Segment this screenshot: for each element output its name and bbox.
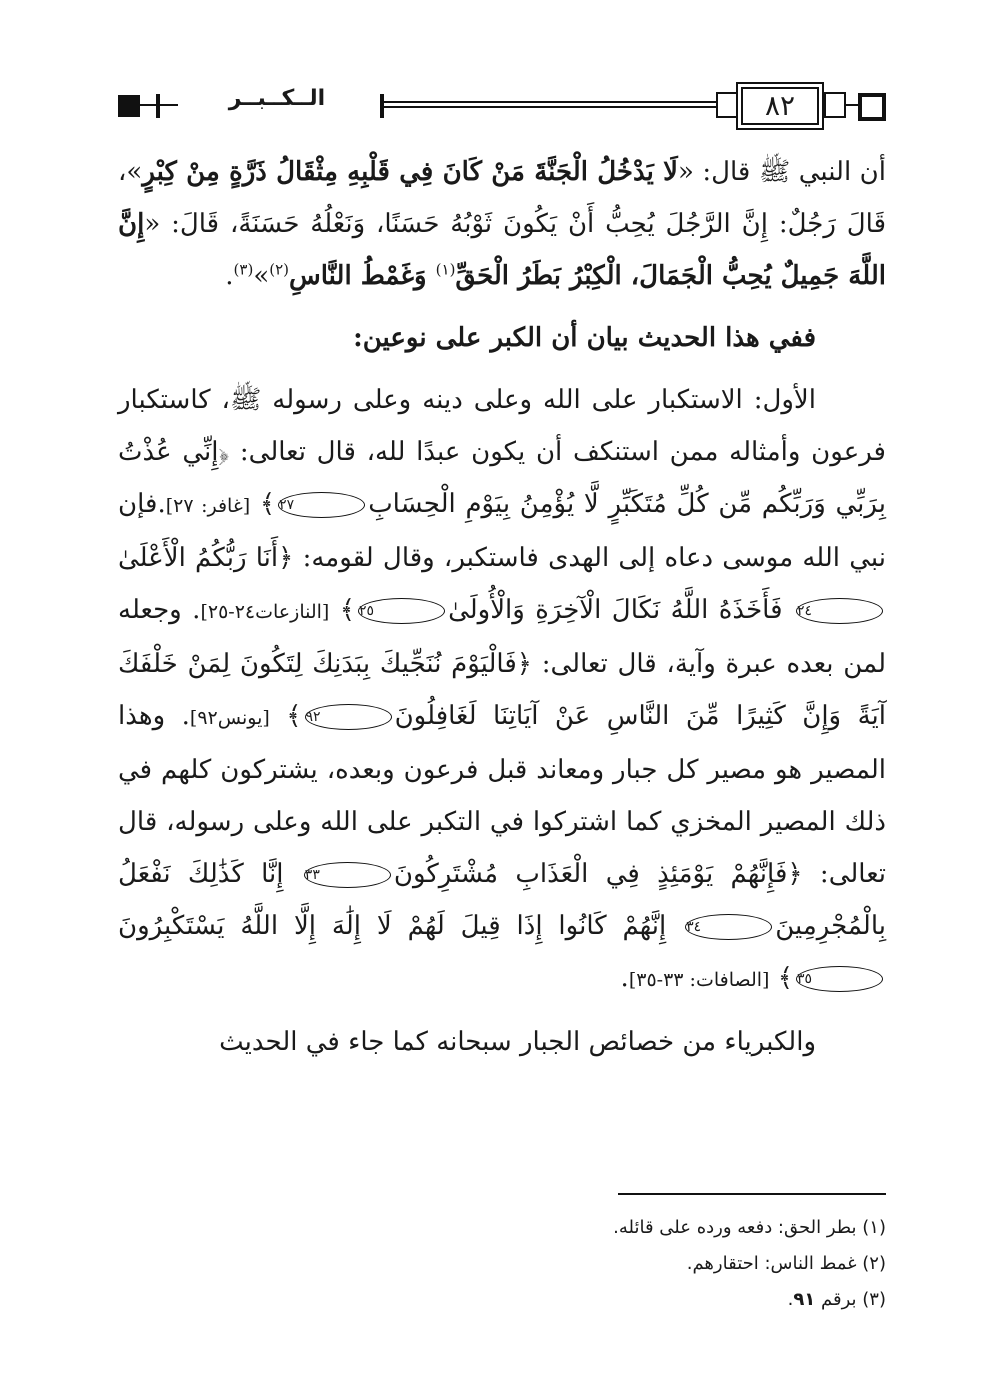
ayah-number-badge: ٣٣ xyxy=(304,862,391,888)
verse-reference: [يونس٩٢] xyxy=(189,707,270,729)
header-knot-ornament xyxy=(716,92,738,118)
ayah-number-badge: ٢٥ xyxy=(358,598,445,624)
ayah-number-badge: ٩٢ xyxy=(305,704,392,730)
quran-verse: فَالْيَوْمَ نُنَجِّيكَ بِبَدَنِكَ لِتَكُونَ لِمَنْ خَلْفَكَ آيَةً وَإِنَّ كَثِيرًا مِّنَ النَّاسِ عَنْ آيَاتِنَا لَغَافِلُونَ xyxy=(118,649,887,731)
text-run: . وجعله لمن بعده عبرة وآية، قال تعالى: ﴿ xyxy=(118,595,886,679)
quran-verse: إِنَّهُمْ كَانُوا إِذَا قِيلَ لَهُمْ لَا إِلَٰهَ إِلَّا اللَّهُ يَسْتَكْبِرُونَ xyxy=(118,911,667,941)
footnotes xyxy=(386,1210,886,1318)
text-run: » xyxy=(253,261,270,291)
quran-verse: إِنَّا كَذَٰلِكَ نَفْعَلُ بِالْمُجْرِمِينَ xyxy=(118,859,887,941)
paragraph-kibriya: والكبرياء من خصائص الجبار سبحانه كما جاء في الحديث xyxy=(219,1027,816,1057)
quran-verse: فَأَخَذَهُ اللَّهُ نَكَالَ الْآخِرَةِ وَالْأُولَىٰ xyxy=(448,595,783,625)
running-title: الــكــبــر xyxy=(228,86,326,111)
footnote-ref: (٣) xyxy=(233,260,254,279)
header-divider-bar xyxy=(156,94,160,118)
main-text xyxy=(118,146,886,1068)
header-rule xyxy=(160,104,178,106)
footnote-separator xyxy=(618,1193,886,1195)
text-run: »، قَالَ رَجُلٌ: إِنَّ الرَّجُلَ يُحِبُّ أَنْ يَكُونَ ثَوْبُهُ حَسَنًا، وَنَعْلُهُ حَسَنَةً، قَالَ: « xyxy=(118,157,886,239)
ayah-number-badge: ٣٤ xyxy=(685,914,772,940)
verse-reference: [غافر: ٢٧] xyxy=(165,495,251,517)
text-run: .فإن نبي الله موسى دعاه إلى الهدى فاستكبر، وقال لقومه: ﴿ xyxy=(118,489,886,573)
ayah-number-badge: ٢٤ xyxy=(796,598,883,624)
text-run: الأول: الاستكبار على الله وعلى دينه وعلى رسوله ﷺ، كاستكبار فرعون وأمثاله ممن استنكف أن يكون عبدًا لله، قال تعالى: ﴿ xyxy=(118,385,886,467)
header-knot-ornament xyxy=(824,92,846,118)
quran-verse: أَنَا رَبُّكُمُ الْأَعْلَىٰ xyxy=(118,543,279,573)
hadith-text: إِنَّ اللَّهَ جَمِيلٌ يُحِبُّ الْجَمَالَ، الْكِبْرُ بَطَرُ الْحَقِّ xyxy=(118,209,886,291)
header-double-rule xyxy=(384,101,716,108)
footnote-3-number: ٩١ xyxy=(793,1289,816,1310)
footnote-ref: (٢) xyxy=(269,260,290,279)
footnote-2: (٢) غمط الناس: احتقارهم. xyxy=(686,1253,886,1274)
page-number: ٨٢ xyxy=(736,82,824,130)
text-run: أن النبي ﷺ قال: « xyxy=(677,157,886,187)
footnote-1: (١) بطر الحق: دفعه ورده على قائله. xyxy=(613,1217,886,1238)
verse-reference: [النازعات٢٤-٢٥] xyxy=(200,601,330,623)
footnote-ref: (١) xyxy=(435,260,456,279)
hadith-text: وَغَمْطُ النَّاسِ xyxy=(289,261,436,291)
paragraph-hadith xyxy=(118,146,886,302)
header-right-square-ornament xyxy=(858,93,886,121)
text-run: . xyxy=(620,963,629,993)
quran-verse: إِنِّي عُذْتُ بِرَبِّي وَرَبِّكُم مِّن كُلِّ مُتَكَبِّرٍ لَّا يُؤْمِنُ بِيَوْمِ الْحِسَابِ xyxy=(118,437,887,519)
paragraph-first-type: الأول: الاستكبار على الله وعلى دينه وعلى رسوله ﷺ، كاستكبار فرعون وأمثاله ممن استنكف أن يكون عبدًا لله، قال تعالى: ﴿إِنِّي عُذْتُ بِرَبِّي وَرَبِّكُم مِّن كُلِّ مُتَكَبِّرٍ لَّا يُؤْمِنُ بِيَوْمِ الْحِسَابِ٢٧﴾ [غافر: ٢٧].فإن نبي الله موسى دعاه إلى الهدى فاستكبر، وقال لقومه: ﴿أَنَا رَبُّكُمُ الْأَعْلَىٰ٢٤ فَأَخَذَهُ اللَّهُ نَكَالَ الْآخِرَةِ وَالْأُولَىٰ٢٥﴾ [النازعات٢٤-٢٥]. وجعله لمن بعده عبرة وآية، قال تعالى: ﴿فَالْيَوْمَ نُنَجِّيكَ بِبَدَنِكَ لِتَكُونَ لِمَنْ خَلْفَكَ آيَةً وَإِنَّ كَثِيرًا مِّنَ النَّاسِ عَنْ آيَاتِنَا لَغَافِلُونَ٩٢﴾ [يونس٩٢]. وهذا المصير هو مصير كل جبار ومعاند قبل فرعون وبعده، يشتركون كلهم في ذلك المصير المخزي كما اشتركوا في التكبر على الله وعلى رسوله، قال تعالى: ﴿فَإِنَّهُمْ يَوْمَئِذٍ فِي الْعَذَابِ مُشْتَرِكُونَ٣٣ إِنَّا كَذَٰلِكَ نَفْعَلُ بِالْمُجْرِمِينَ٣٤ إِنَّهُمْ كَانُوا إِذَا قِيلَ لَهُمْ لَا إِلَٰهَ إِلَّا اللَّهُ يَسْتَكْبِرُونَ٣٥﴾ [الصافات: ٣٣-٣٥]. xyxy=(118,385,887,993)
text-run: . xyxy=(225,261,234,291)
ayah-number-badge: ٢٧ xyxy=(278,492,365,518)
hadith-text: لَا يَدْخُلُ الْجَنَّةَ مَنْ كَانَ فِي قَلْبِهِ مِثْقَالُ ذَرَّةٍ مِنْ كِبْرٍ xyxy=(142,157,678,187)
footnote-3-end: . xyxy=(787,1289,794,1310)
footnote-3-label: (٣) برقم xyxy=(815,1289,886,1310)
verse-reference: [الصافات: ٣٣-٣٥] xyxy=(628,969,770,991)
running-header xyxy=(118,82,886,128)
section-heading: ففي هذا الحديث بيان أن الكبر على نوعين: xyxy=(353,323,816,353)
header-left-square-ornament xyxy=(118,95,140,117)
footnote-3 xyxy=(386,1282,886,1318)
quran-verse: فَإِنَّهُمْ يَوْمَئِذٍ فِي الْعَذَابِ مُشْتَرِكُونَ xyxy=(393,859,788,889)
ayah-number-badge: ٣٥ xyxy=(796,966,883,992)
text-run: . وهذا المصير هو مصير كل جبار ومعاند قبل فرعون وبعده، يشتركون كلهم في ذلك المصير المخزي كما اشتركوا في التكبر على الله وعلى رسوله، قال تعالى: ﴿ xyxy=(118,701,886,889)
header-rule xyxy=(140,104,156,106)
